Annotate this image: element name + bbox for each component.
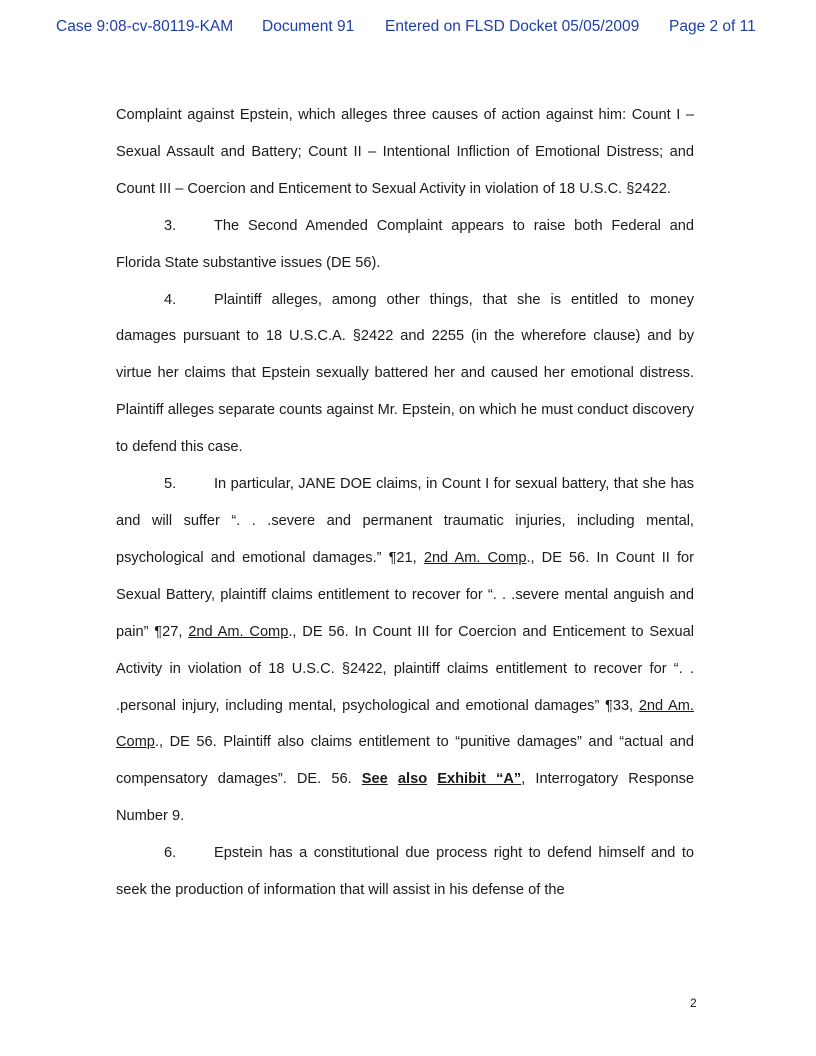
paragraph-text: The Second Amended Complaint appears to raise both Federal and Florida State substantive issues (DE 56). — [116, 217, 694, 271]
paragraph-text: Epstein has a constitutional due process right to defend himself and to seek the production of information that will assist in his defense of the — [116, 845, 694, 899]
signal-see: See — [361, 771, 388, 788]
paragraph-5 — [116, 466, 694, 835]
page-number: 2 — [690, 996, 697, 1010]
paragraph-number: 4. — [164, 291, 177, 308]
paragraph-6 — [116, 835, 694, 909]
paragraph-text: ., DE 56. In Count III for Coercion and Enticement to Sexual Activity in violation of 18 U.S.C. §2422, plaintiff claims entitlement to recover for “. . .personal injury, including mental, psychological and emotional damages” ¶33, — [116, 623, 695, 714]
citation-complaint: 2nd Am. Comp — [423, 549, 527, 566]
exhibit-reference: Exhibit “A” — [437, 771, 522, 788]
paragraph-text: ., DE 56. Plaintiff also claims entitlement to “punitive damages” and “actual and compensatory damages”. DE. 56. — [116, 734, 694, 788]
docket-header — [0, 18, 816, 38]
paragraph-number: 5. — [164, 476, 177, 493]
paragraph-number: 3. — [164, 217, 177, 234]
paragraph-text: , Interrogatory Response Number 9. — [116, 771, 695, 825]
document-body — [116, 97, 694, 909]
page-of-total: Page 2 of 11 — [669, 18, 756, 35]
paragraph-text: In particular, JANE DOE claims, in Count I for sexual battery, that she has and will suffer “. . .severe and permanent traumatic injuries, including mental, psychological and emotional damages.” ¶21, — [116, 476, 694, 566]
citation-complaint: 2nd Am. Comp — [188, 623, 289, 640]
paragraph-text: Plaintiff alleges, among other things, that she is entitled to money damages pursuant to 18 U.S.C.A. §2422 and 2255 (in the wherefore clause) and by virtue her claims that Epstein sexually battered her and caused her emotional distress. Plaintiff alleges separate counts against Mr. Epstein, on which he must conduct discovery to defend this case. — [116, 291, 694, 456]
citation-complaint: 2nd Am. Comp — [116, 697, 694, 751]
paragraph-number: 6. — [164, 845, 177, 862]
paragraph-3 — [116, 208, 694, 282]
case-number: Case 9:08-cv-80119-KAM — [56, 18, 234, 35]
document-number: Document 91 — [262, 18, 355, 35]
docket-entry-date: Entered on FLSD Docket 05/05/2009 — [385, 18, 640, 35]
paragraph-4 — [116, 282, 694, 467]
paragraph-continued: Complaint against Epstein, which alleges three causes of action against him: Count I – Sexual Assault and Battery; Count II – Intentional Infliction of Emotional Distress; and Count III – Coercion and Enticement to Sexual Activity in violation of 18 U.S.C. §2422. — [116, 107, 694, 197]
signal-also: also — [397, 771, 428, 788]
paragraph-text: ., DE 56. In Count II for Sexual Battery, plaintiff claims entitlement to recover for “. . .severe mental anguish and pain” ¶27, — [116, 549, 694, 640]
